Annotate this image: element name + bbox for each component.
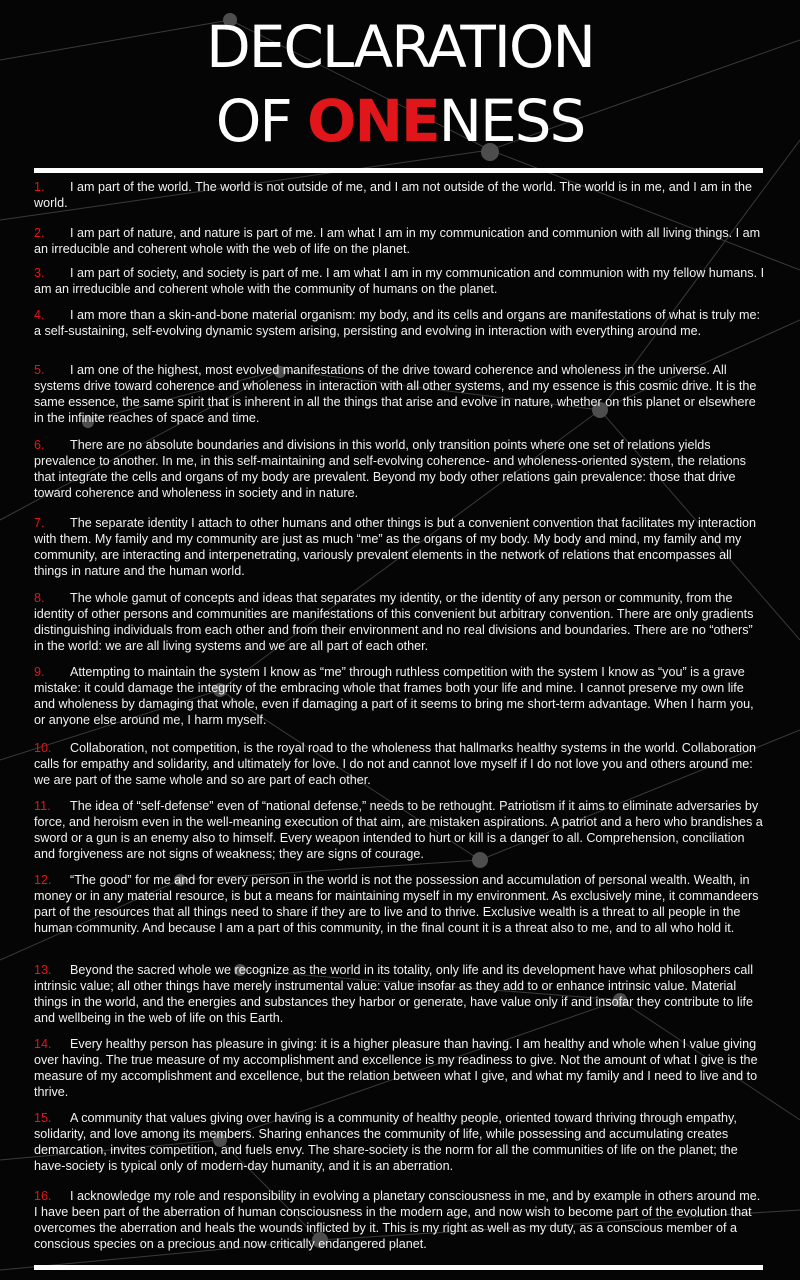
declaration-item bbox=[34, 1110, 765, 1174]
declaration-item bbox=[34, 664, 765, 728]
declaration-item bbox=[34, 962, 765, 1026]
item-text: Attempting to maintain the system I know as “me” through ruthless competition with the system I know as “you” is a grave mistake: it could damage the integrity of the embracing whole that frames both your life and mine. I cannot preserve my own life and wholeness by damaging that whole, even if damaging a part of it seems to bring me short-term advantage. When I harm you, or anyone else around me, I harm myself. bbox=[34, 665, 754, 728]
item-text: Beyond the sacred whole we recognize as the world in its totality, only life and its development have what philosophers call intrinsic value; all other things have merely instrumental value: value insofar as they add to or enhance intrinsic value. Material things in the world, and the energies and substances they harbor or generate, have value only if and insofar they contribute to life and wellbeing in the web of life on this Earth. bbox=[34, 963, 754, 1026]
item-text: There are no absolute boundaries and divisions in this world, only transition points where one set of relations yields prevalence to another. In me, in this self-maintaining and self-evolving coherence- and wholeness-oriented system, the relations that integrate the cells and organs of my body are prevalent. Beyond my body other relations gain prevalence: those that drive toward coherence and wholeness in society and in nature. bbox=[34, 438, 746, 501]
item-text: Every healthy person has pleasure in giving: it is a higher pleasure than having. I am healthy and whole when I value giving over having. The true measure of my accomplishment and excellence is my readiness to give. Not the amount of what I give is the measure of my accomplishment and excellence, but the relation between what I give, and what my family and I need to live and to thrive. bbox=[34, 1037, 758, 1100]
item-number: 10. bbox=[34, 741, 52, 755]
item-text: A community that values giving over having is a community of healthy people, oriented toward thriving through empathy, solidarity, and love among its members. Sharing enhances the community of life, while possessing and accumulating creates demarcation, invites competition, and fuels envy. The share-society is the norm for all the communities of life on the planet; the have-society is typical only of modern-day humanity, and it is an aberration. bbox=[34, 1111, 738, 1174]
item-text: The idea of “self-defense” even of “national defense,” needs to be rethought. Patriotism if it aims to eliminate adversaries by force, and heroism even in the well-meaning execution of that aim, are mistaken aspirations. A patriot and a hero who brandishes a sword or a gun is an enemy also to himself. Every weapon intended to hurt or kill is a danger to all. Comprehension, conciliation and forgiveness are not signs of weakness; they are signs of courage. bbox=[34, 799, 763, 862]
title-ness: NESS bbox=[438, 87, 585, 155]
title-line-2 bbox=[0, 88, 800, 154]
bottom-divider bbox=[34, 1265, 763, 1270]
title-of: OF bbox=[215, 87, 291, 155]
item-text: I am part of nature, and nature is part of me. I am what I am in my communication and communion with all living things. I am an irreducible and coherent whole with the web of life on the planet. bbox=[34, 226, 761, 257]
declaration-item bbox=[34, 590, 765, 654]
item-text: I acknowledge my role and responsibility in evolving a planetary consciousness in me, and by example in others around me. I have been part of the aberration of human consciousness in the modern age, and now wish to become part of the evolution that overcomes the aberration and heals the wounds inflicted by it. This is my right as well as my duty, as a conscious member of a conscious species on a precious and now critically endangered planet. bbox=[34, 1189, 761, 1252]
item-text: The whole gamut of concepts and ideas that separates my identity, or the identity of any person or community, from the identity of other persons and communities are manifestations of this convenient but arbitrary convention. There are only gradients distinguishing individuals from each other and from their environment and no real divisions and boundaries. There are no “others” in the world: we are all living systems and we are all part of each other. bbox=[34, 591, 754, 654]
title-one-accent: ONE bbox=[307, 87, 439, 155]
item-number: 14. bbox=[34, 1037, 52, 1051]
item-number: 5. bbox=[34, 363, 45, 377]
title-line-1: DECLARATION bbox=[206, 13, 594, 81]
declaration-item bbox=[34, 179, 765, 211]
item-number: 6. bbox=[34, 438, 45, 452]
item-number: 12. bbox=[34, 873, 52, 887]
declaration-item bbox=[34, 740, 765, 788]
declaration-item bbox=[34, 515, 765, 579]
item-text: I am part of the world. The world is not outside of me, and I am not outside of the world. The world is in me, and I am in the world. bbox=[34, 180, 753, 211]
item-number: 3. bbox=[34, 266, 45, 280]
item-number: 16. bbox=[34, 1189, 52, 1203]
item-number: 13. bbox=[34, 963, 52, 977]
declaration-item bbox=[34, 872, 765, 936]
declaration-item bbox=[34, 798, 765, 862]
item-text: The separate identity I attach to other humans and other things is but a convenient convention that facilitates my interaction with them. My family and my community are just as much “me” as the organs of my body. My body and mind, my family and my community, are interacting and interpenetrating, variously prevalent elements in the network of relations that encompasses all things in nature and the human world. bbox=[34, 516, 757, 579]
item-number: 9. bbox=[34, 665, 45, 679]
item-text: Collaboration, not competition, is the royal road to the wholeness that hallmarks healthy systems in the world. Collaboration calls for empathy and solidarity, and ultimately for love. I do not and cannot love myself if I do not love you and others around me: we are part of the same whole and so are part of each other. bbox=[34, 741, 757, 788]
item-number: 2. bbox=[34, 226, 45, 240]
item-number: 1. bbox=[34, 180, 45, 194]
item-number: 8. bbox=[34, 591, 45, 605]
declaration-item bbox=[34, 307, 765, 339]
declaration-item bbox=[34, 437, 765, 501]
declaration-item bbox=[34, 1188, 765, 1252]
item-number: 4. bbox=[34, 308, 45, 322]
item-number: 15. bbox=[34, 1111, 52, 1125]
item-text: “The good” for me and for every person in the world is not the possession and accumulation of personal wealth. Wealth, in money or in any material resource, is but a means for maintaining myself in my environment. As exclusively mine, it commandeers part of the resources that all things need to share if they are to live and to thrive. Exclusive wealth is a threat to all people in the human community. And because I am a part of this community, in the final count it is a threat also to me, and to all who hold it. bbox=[34, 873, 759, 936]
top-divider bbox=[34, 168, 763, 173]
item-text: I am one of the highest, most evolved manifestations of the drive toward coherence and wholeness in the universe. All systems drive toward coherence and wholeness in interaction with all other systems, and my essence is this cosmic drive. It is the same essence, the same spirit that is inherent in all the things that arise and evolve in nature, whether on this planet or elsewhere in the infinite reaches of space and time. bbox=[34, 363, 757, 426]
item-text: I am part of society, and society is part of me. I am what I am in my communication and communion with my fellow humans. I am an irreducible and coherent whole with the community of humans on the planet. bbox=[34, 266, 765, 297]
declaration-item bbox=[34, 362, 765, 426]
item-text: I am more than a skin-and-bone material organism: my body, and its cells and organs are manifestations of what is truly me: a self-sustaining, self-evolving dynamic system arising, persisting and evolving in interaction with everything around me. bbox=[34, 308, 760, 339]
item-number: 7. bbox=[34, 516, 45, 530]
declaration-item bbox=[34, 225, 765, 257]
item-number: 11. bbox=[34, 799, 51, 813]
declaration-item bbox=[34, 265, 765, 297]
declaration-item bbox=[34, 1036, 765, 1100]
